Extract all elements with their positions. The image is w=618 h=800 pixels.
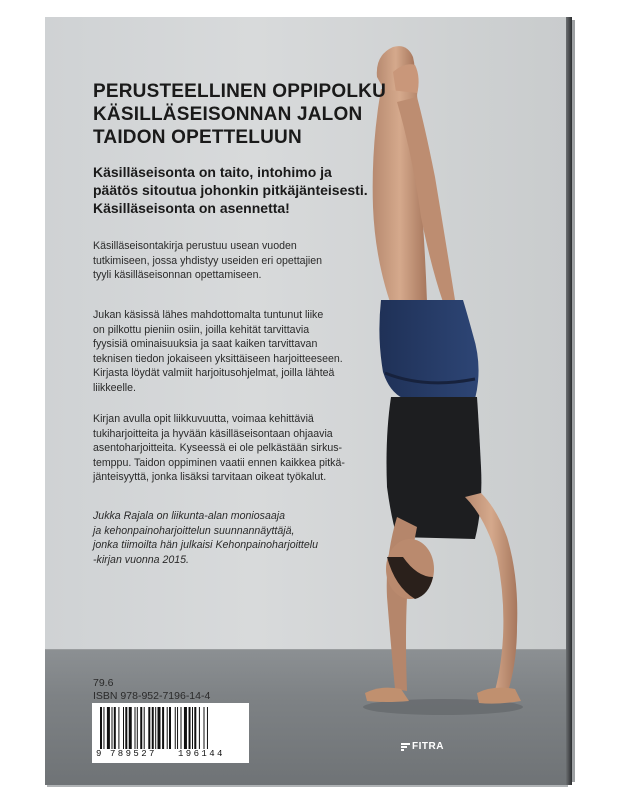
price-code: 79.6 <box>93 677 114 689</box>
paragraph-line: tutkimiseen, jossa yhdistyy useiden eri opettajien <box>93 254 323 267</box>
lead-line: päätös sitoutua johonkin pitkäjänteisesti. <box>93 182 368 198</box>
heading-line: PERUSTEELLINEN OPPIPOLKU <box>93 81 387 102</box>
paragraph-line: on pilkottu pieniin osiin, joilla kehität tarvittavia <box>93 323 310 336</box>
paragraph-1 <box>93 239 423 283</box>
barcode-first-digit: 9 <box>96 749 102 759</box>
fitra-logo-icon <box>401 743 410 751</box>
paragraph-line: Kirjan avulla opit liikkuvuutta, voimaa kehittäviä <box>93 413 314 425</box>
back-cover <box>45 17 566 785</box>
lead-line: Käsilläseisonta on asennetta! <box>93 200 290 216</box>
paragraph-line: jänteisyyttä, jonka lisäksi tarvitaan oikeat työkalut. <box>93 471 327 484</box>
heading-line: KÄSILLÄSEISONNAN JALON <box>93 104 363 125</box>
paragraph-line: fyysisiä ominaisuuksia ja saat kaiken tarvittavan <box>93 338 318 351</box>
cover-heading <box>93 80 413 149</box>
barcode-left-group: 789527 <box>110 749 157 759</box>
paragraph-line: asentoharjoitteita. Kyseessä ei ole pelkästään sirkus- <box>93 442 343 455</box>
paragraph-line: temppu. Taidon oppiminen vaatii ennen kaikkea pitkä- <box>93 456 345 469</box>
author-bio <box>93 509 393 567</box>
spine-highlight <box>572 20 575 782</box>
author-line: -kirjan vuonna 2015. <box>93 553 189 566</box>
paragraph-line: teknisen tiedon jokaiseen yksittäiseen harjoitteeseen. <box>93 352 343 365</box>
barcode-right-group: 196144 <box>178 749 225 759</box>
author-line: jonka tiimoilta hän julkaisi Kehonpainoharjoittelu <box>93 539 318 552</box>
heading-line: TAIDON OPETTELUUN <box>93 127 302 148</box>
isbn-number: ISBN 978-952-7196-14-4 <box>93 690 211 702</box>
paragraph-line: Kirjasta löydät valmiit harjoitusohjelmat, joilla lähteä <box>93 367 335 380</box>
barcode <box>92 703 249 763</box>
paragraph-2 <box>93 308 423 396</box>
publisher-name: FITRA <box>412 741 444 752</box>
paragraph-3 <box>93 412 423 485</box>
barcode-bars <box>98 707 243 749</box>
lead-text <box>93 163 423 217</box>
paragraph-line: tyyli käsilläseisonnan opettamiseen. <box>93 269 262 282</box>
author-line: Jukka Rajala on liikunta-alan moniosaaja <box>93 510 285 522</box>
paragraph-line: tukiharjoitteita ja hyvään käsilläseisontaan ohjaavia <box>93 427 333 440</box>
paragraph-line: Käsilläseisontakirja perustuu usean vuoden <box>93 240 297 252</box>
publisher-logo <box>401 741 444 752</box>
author-line: ja kehonpainoharjoittelun suunnannäyttäjä, <box>93 524 295 537</box>
lead-line: Käsilläseisonta on taito, intohimo ja <box>93 164 332 180</box>
paragraph-line: liikkeelle. <box>93 381 136 394</box>
paragraph-line: Jukan käsissä lähes mahdottomalta tuntunut liike <box>93 309 324 321</box>
